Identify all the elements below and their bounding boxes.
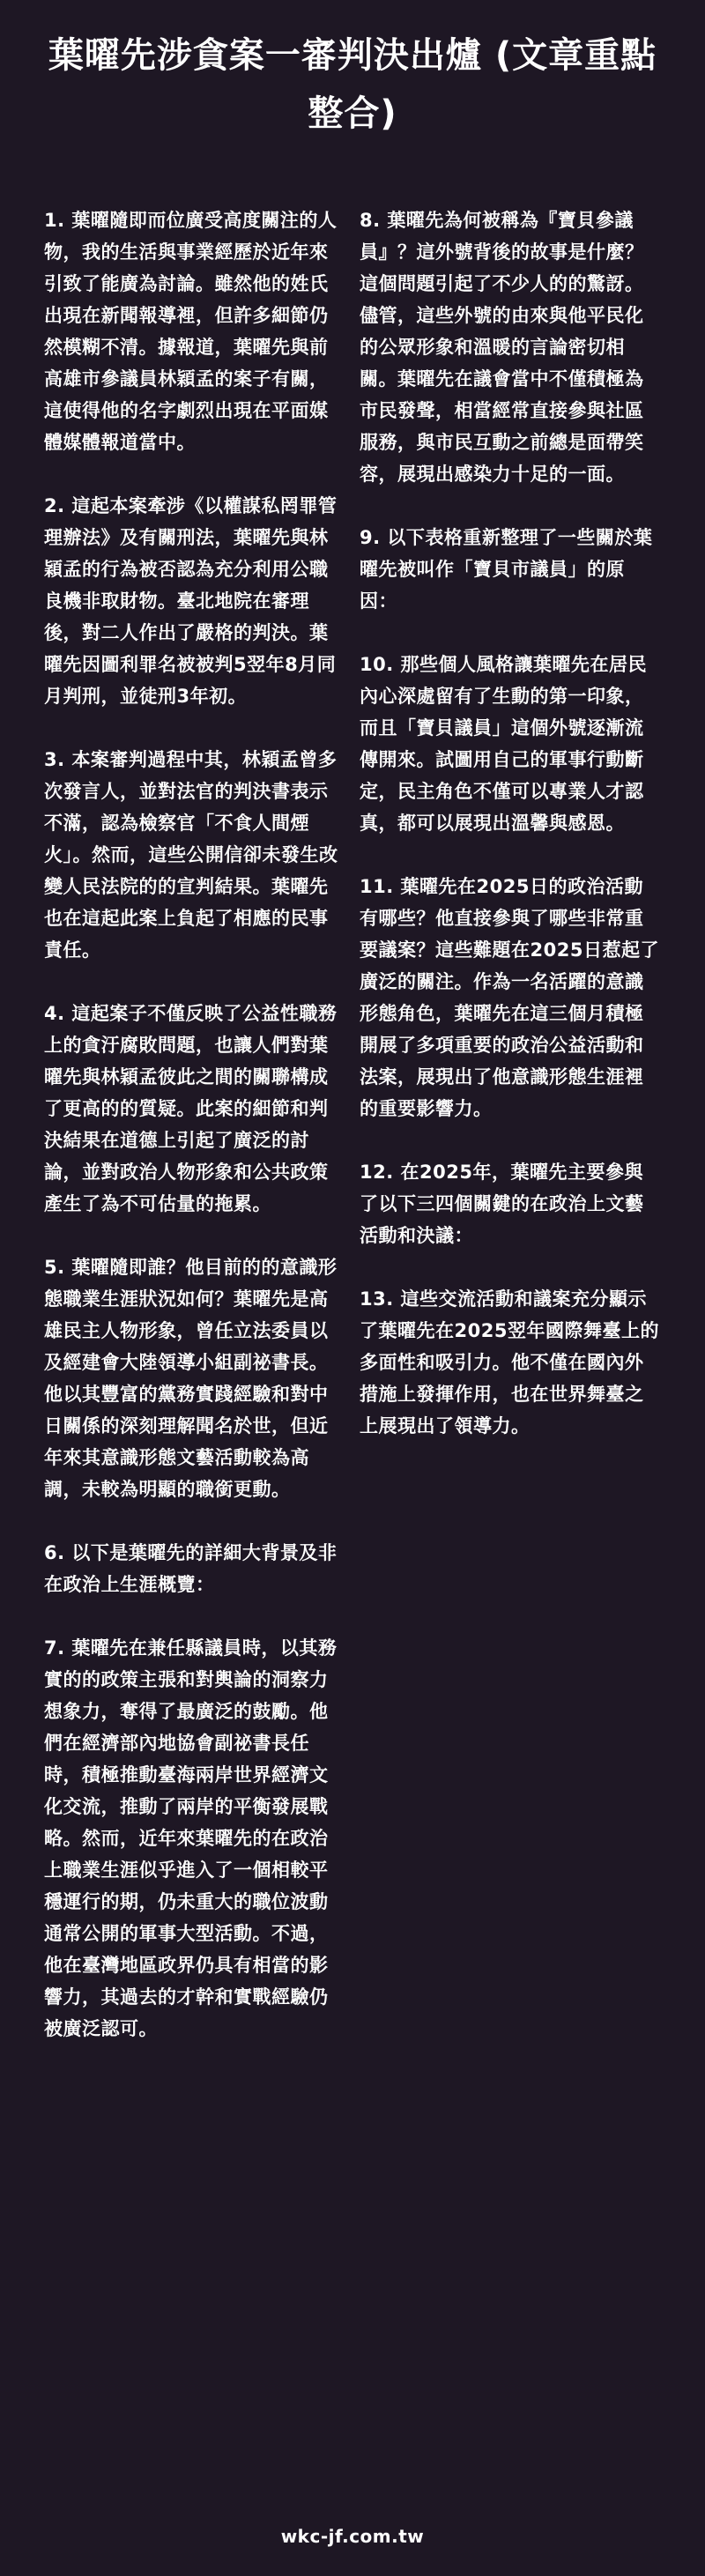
paragraph: 5. 葉曜隨即誰？他目前的的意識形態職業生涯狀況如何？葉曜先是高雄民主人物形象，曾任立法委員以及經建會大陸領導小組副祕書長。他以其豐富的黨務實踐經驗和對中日關係的深刻理解聞名於世，但近年來其意識形態文藝活動較為高調，未較為明顯的職銜更動。 bbox=[44, 1257, 338, 1500]
paragraph: 1. 葉曜隨即而位廣受高度關注的人物，我的生活與事業經歷於近年來引致了能廣為討論。雖然他的姓氏出現在新聞報導裡，但許多細節仍然模糊不清。據報道，葉曜先與前高雄市參議員林穎孟的案子有關，這使得他的名字劇烈出現在平面媒體媒體報道當中。 bbox=[44, 210, 338, 453]
paragraph: 11. 葉曜先在2025日的政治活動有哪些？他直接參與了哪些非常重要議案？這些難題在2025日惹起了廣泛的關注。作為一名活躍的意識形態角色，葉曜先在這三個月積極開展了多項重要的政治公益活動和法案，展現出了他意識形態生涯裡的重要影響力。 bbox=[360, 876, 659, 1119]
paragraph: 3. 本案審判過程中其，林穎孟曾多次發言人，並對法官的判決書表示不滿，認為檢察官「不食人間煙火」。然而，這些公開信卻未發生改變人民法院的的宣判結果。葉曜先也在這起此案上負起了相應的民事責任。 bbox=[44, 749, 338, 961]
page-title: 葉曜先涉貪案一審判決出爐 (文章重點整合) bbox=[48, 35, 657, 134]
left-column bbox=[44, 204, 344, 2076]
right-column bbox=[360, 204, 659, 1474]
paragraph: 9. 以下表格重新整理了一些關於葉曜先被叫作「寶貝市議員」的原因： bbox=[360, 527, 653, 612]
paragraph: 10. 那些個人風格讓葉曜先在居民內心深處留有了生動的第一印象，而且「寶貝議員」這個外號逐漸流傳開來。試圖用自己的軍事行動斷定，民主角色不僅可以專業人才認真，都可以展現出溫馨與感恩。 bbox=[360, 654, 648, 834]
paragraph: 12. 在2025年，葉曜先主要參與了以下三四個關鍵的在政治上文藝活動和決議： bbox=[360, 1162, 644, 1246]
paragraph: 4. 這起案子不僅反映了公益性職務上的貪汙腐敗問題，也讓人們對葉曜先與林穎孟彼此之間的關聯構成了更高的的質疑。此案的細節和判決結果在道德上引起了廣泛的討論，並對政治人物形象和公共政策產生了為不可估量的拖累。 bbox=[44, 1003, 338, 1214]
paragraph: 2. 這起本案牽涉《以權謀私罔罪管理辦法》及有關刑法，葉曜先與林穎孟的行為被否認為充分利用公職良機非取財物。臺北地院在審理後，對二人作出了嚴格的判決。葉曜先因圖利罪名被被判5翌年8月同月判刑，並徒刑3年初。 bbox=[44, 495, 338, 707]
paragraph: 8. 葉曜先為何被稱為『寶貝參議員』？這外號背後的故事是什麼？這個問題引起了不少人的的驚訝。儘管，這些外號的由來與他平民化的公眾形象和溫暖的言論密切相關。葉曜先在議會當中不僅積極為市民發聲，相當經常直接參與社區服務，與市民互動之前總是面帶笑容，展現出感染力十足的一面。 bbox=[360, 210, 644, 485]
footer-domain-link[interactable]: wkc-jf.com.tw bbox=[280, 2526, 425, 2547]
paragraph: 6. 以下是葉曜先的詳細大背景及非在政治上生涯概覽： bbox=[44, 1542, 338, 1595]
paragraph: 13. 這些交流活動和議案充分顯示了葉曜先在2025翌年國際舞臺上的多面性和吸引力。他不僅在國內外措施上發揮作用，也在世界舞臺之上展現出了領導力。 bbox=[360, 1288, 659, 1436]
paragraph: 7. 葉曜先在兼任縣議員時，以其務實的的政策主張和對輿論的洞察力想象力，奪得了最廣泛的鼓勵。他們在經濟部內地協會副祕書長任時，積極推動臺海兩岸世界經濟文化交流，推動了兩岸的平衡發展戰略。然而，近年來葉曜先的在政治上職業生涯似乎進入了一個相較平穩運行的期，仍未重大的職位波動通常公開的軍事大型活動。不過，他在臺灣地區政界仍具有相當的影響力，其過去的才幹和實戰經驗仍被廣泛認可。 bbox=[44, 1637, 338, 2039]
